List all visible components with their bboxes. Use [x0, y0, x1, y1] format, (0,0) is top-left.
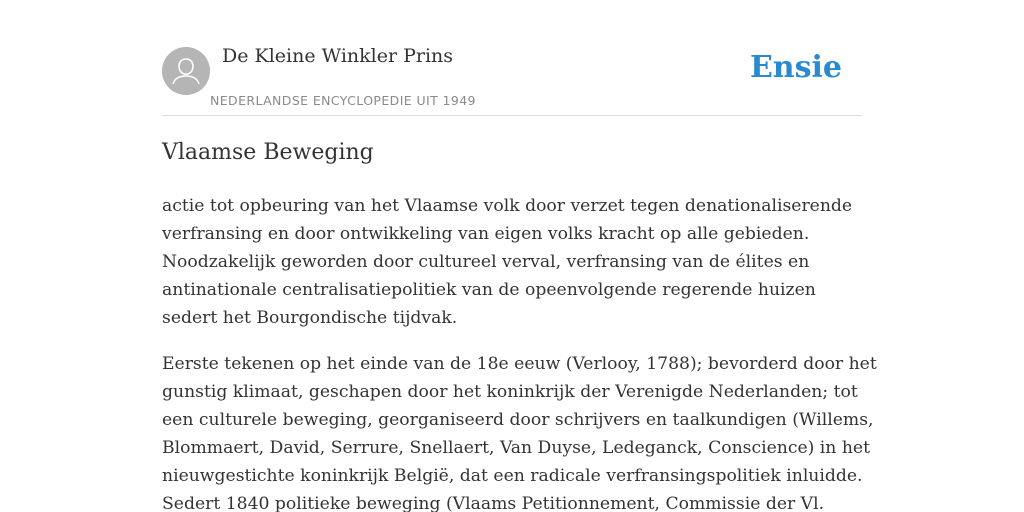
text-line: Eerste tekenen op het einde van de 18e eeuw (Verlooy, 1788); bevorderd door het [162, 354, 877, 374]
text-line: antinationale centralisatiepolitiek van de opeenvolgende regerende huizen [162, 280, 816, 300]
text-line: nieuwgestichte koninkrijk België, dat een radicale verfransingspolitiek inluidde. [162, 466, 863, 486]
text-line: een culturele beweging, georganiseerd door schrijvers en taalkundigen (Willems, [162, 410, 874, 430]
paragraph [162, 350, 877, 512]
avatar[interactable] [162, 47, 210, 95]
text-line: Sedert 1840 politieke beweging (Vlaams Petitionnement, Commissie der Vl. [162, 494, 825, 512]
text-line: verfransing en door ontwikkeling van eigen volks kracht op alle gebieden. [162, 224, 810, 244]
brand-logo[interactable]: Ensie [749, 50, 842, 85]
paragraph [162, 192, 862, 332]
text-line: actie tot opbeuring van het Vlaamse volk door verzet tegen denationaliserende [162, 196, 853, 216]
entry-body [162, 192, 877, 512]
source-title[interactable]: De Kleine Winkler Prins [222, 45, 454, 67]
text-line: sedert het Bourgondische tijdvak. [162, 308, 458, 328]
source-subtitle: NEDERLANDSE ENCYCLOPEDIE UIT 1949 [210, 93, 476, 108]
content-container [162, 0, 877, 512]
text-line: gunstig klimaat, geschapen door het koninkrijk der Verenigde Nederlanden; tot [162, 382, 858, 402]
text-line: Blommaert, David, Serrure, Snellaert, Van Duyse, Ledeganck, Conscience) in het [162, 438, 870, 458]
user-icon [162, 47, 210, 95]
text-line: Noodzakelijk geworden door cultureel verval, verfransing van de élites en [162, 252, 810, 272]
entry-title: Vlaamse Beweging [162, 140, 374, 165]
source-header [162, 0, 862, 116]
